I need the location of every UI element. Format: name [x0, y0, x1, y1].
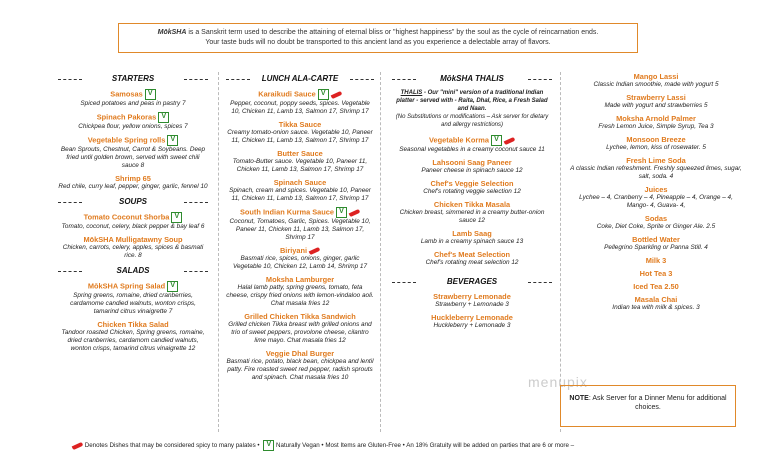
menu-item-description: Grilled chicken Tikka breast with grilled onions and trio of sweet peppers, provolone cheese, cilantro lime mayo. Chat masala fries 12	[228, 321, 372, 344]
menu-item-description: Chicken breast, simmered in a creamy butter-onion sauce 12	[399, 209, 545, 224]
section-title-salads: SALADS	[58, 266, 208, 275]
menu-item-name: MōkSHA Mulligatawny Soup	[83, 235, 183, 244]
menu-item-description: Coconut, Tomatoes, Garlic, Spices. Vegetable 10, Paneer 11, Chicken 11, Lamb 13, Salmon 17, Shrimp 17	[229, 218, 371, 241]
column-drinks	[568, 72, 744, 316]
chili-icon	[309, 247, 321, 255]
menu-item-description: Spiced potatoes and peas in pastry 7	[80, 100, 186, 107]
chili-icon	[504, 136, 516, 144]
menu-item-description: Red chile, curry leaf, pepper, ginger, garlic, fennel 10	[58, 183, 208, 190]
menu-item-description: Lamb in a creamy spinach sauce 13	[420, 238, 524, 245]
menu-item	[568, 72, 744, 89]
menu-item	[58, 320, 208, 353]
menu-item-description: Lychee, lemon, kiss of rosewater. 5	[606, 144, 706, 151]
section-title-starters: STARTERS	[58, 74, 208, 83]
menu-item	[226, 312, 374, 345]
menu-item	[568, 235, 744, 252]
menu-item-name: Samosas V	[58, 89, 208, 100]
footer-rest: Naturally Vegan • Most Items are Gluten-Free • An 18% Gratuity will be added on parties that are 6 or more –	[276, 442, 575, 450]
menu-item	[392, 158, 552, 175]
menu-item-name: South Indian Kurma Sauce V	[226, 207, 374, 218]
menu-item-name: Fresh Lime Soda	[626, 156, 686, 165]
menu-item	[568, 156, 744, 181]
menu-item-description: Bean Sprouts, Chestnut, Carrot & Soybeans. Deep fried until golden brown, served with sweet chili sauce 8	[60, 146, 206, 169]
section-title-beverages: BEVERAGES	[392, 277, 552, 286]
menu-item	[58, 112, 208, 131]
menu-item-description: Pellegrino Sparkling or Panna Still. 4	[604, 244, 708, 251]
menu-item-name: Karaikudi Sauce V	[226, 89, 374, 100]
menu-item	[392, 292, 552, 309]
menu-item	[58, 235, 208, 260]
menu-item-description: Strawberry + Lemonade 3	[435, 301, 509, 308]
menu-item-name: Lamb Saag	[452, 229, 492, 238]
menu-item	[392, 250, 552, 267]
vegan-icon: V	[167, 281, 178, 292]
menu-item	[58, 281, 208, 316]
vegan-icon: V	[145, 89, 156, 100]
menu-item-name: Chicken Tikka Masala	[433, 200, 511, 209]
menu-item	[568, 114, 744, 131]
menu-item-description: Fresh Lemon Juice, Simple Syrup, Tea 3	[598, 123, 714, 130]
menu-item	[568, 256, 744, 265]
menu-item	[226, 178, 374, 203]
chili-icon	[349, 208, 361, 216]
menu-item	[392, 229, 552, 246]
menu-item-name: Sodas	[644, 214, 668, 223]
menu-item	[226, 89, 374, 116]
menu-item-name: Moksha Arnold Palmer	[616, 114, 696, 123]
menu-item-name: Tikka Sauce	[278, 120, 322, 129]
chili-icon	[72, 441, 84, 449]
menu-item-name: Shrimp 65	[115, 174, 151, 183]
column-starters	[58, 68, 208, 357]
section-title-thalis: MōkSHA THALIS	[392, 74, 552, 83]
menu-item-name: Biriyani	[226, 246, 374, 255]
menu-item	[568, 185, 744, 210]
thalis-description: THALIS - Our "mini" version of a traditional Indian platter - served with - Raita, Dhal, Rice, a Fresh Salad and Naan. (No Substitutions or modifications – Ask server for dietary and allergy restrictions)	[395, 90, 549, 128]
menu-item-name: Bottled Water	[632, 235, 680, 244]
menu-item	[392, 179, 552, 196]
menu-item-name: Juices	[644, 185, 668, 194]
menu-item-description: Classic Indian smoothie, made with yogurt 5	[593, 81, 719, 88]
menu-item-name: Moksha Lamburger	[265, 275, 335, 284]
menu-item-name: Masala Chai	[634, 295, 678, 304]
column-lunch	[226, 68, 374, 386]
menu-item-name: Grilled Chicken Tikka Sandwich	[244, 312, 356, 321]
menu-item	[226, 149, 374, 174]
watermark: menupix	[528, 374, 588, 390]
menu-item	[392, 313, 552, 330]
chili-icon	[330, 90, 342, 98]
menu-item-description: Basmati rice, spices, onions, ginger, garlic Vegetable 10, Chicken 12, Lamb 14, Shrimp 17	[232, 255, 368, 270]
menu-item-description: Huckleberry + Lemonade 3	[433, 322, 511, 329]
menu-item-description: Basmati rice, potato, black bean, chickpea and lentil patty. Fire roasted sweet red pepper, radish sprouts and spinach. Chat masala fries 10	[226, 358, 374, 381]
menu-item-name: Chef's Meat Selection	[433, 250, 511, 259]
menu-item-name: Strawberry Lassi	[626, 93, 686, 102]
menu-item-name: Spinach Pakoras V	[58, 112, 208, 123]
intro-line-2: Your taste buds will no doubt be transported to this ancient land as you experience a delectable array of flavors.	[205, 38, 551, 46]
section-title-lunch: LUNCH ALA-CARTE	[226, 74, 374, 83]
menu-item	[58, 135, 208, 170]
divider	[218, 72, 219, 432]
menu-item-name: Huckleberry Lemonade	[431, 313, 513, 322]
menu-item	[568, 282, 744, 291]
menu-item-name: Lahsooni Saag Paneer	[432, 158, 512, 167]
menu-item	[226, 275, 374, 308]
menu-item-description: Seasonal vegetables in a creamy coconut sauce 11	[399, 146, 545, 153]
vegan-icon: V	[171, 212, 182, 223]
menu-item	[58, 89, 208, 108]
menu-item-name: Vegetable Korma V	[392, 135, 552, 146]
menu-item-name: Butter Sauce	[277, 149, 323, 158]
menu-item-description: Lychee – 4, Cranberry – 4, Pineapple – 4, Orange – 4, Mango- 4, Guava- 4,	[579, 194, 733, 209]
menu-item-description: Made with yogurt and strawberries 5	[604, 102, 708, 109]
menu-item-name: Chicken Tikka Salad	[97, 320, 169, 329]
vegan-icon: V	[158, 112, 169, 123]
menu-item	[226, 120, 374, 145]
menu-item	[392, 200, 552, 225]
menu-item-name: Strawberry Lemonade	[433, 292, 511, 301]
section-title-soups: SOUPS	[58, 197, 208, 206]
menu-item-description: Spinach, cream and spices. Vegetable 10, Paneer 11, Chicken 11, Lamb 13, Salmon 17, Shrimp 17	[229, 187, 371, 202]
column-thalis	[392, 68, 552, 334]
menu-item-name: Spinach Sauce	[273, 178, 327, 187]
menu-item-name: Monsoon Breeze	[626, 135, 686, 144]
menu-item	[568, 93, 744, 110]
dinner-menu-note: NOTE: Ask Server for a Dinner Menu for additional choices.	[560, 385, 736, 427]
menu-item	[58, 212, 208, 231]
menu-item-description: Spring greens, romaine, dried cranberries, cardamome candied walnuts, wonton crisps, tamarind citrus vinaigrette 7	[70, 292, 196, 315]
menu-item-description: Chicken, carrots, celery, apples, spices & basmati rice. 8	[62, 244, 204, 259]
menu-item	[568, 135, 744, 152]
menu-item-description: Chickpea flour, yellow onions, spices 7	[78, 123, 188, 130]
menu-item-description: Tandoor roasted Chicken, Spring greens, romaine, dried cranberries, cardamom candied walnuts, wonton crisps, tamarind citrus vinaigrette 12	[61, 329, 205, 352]
menu-item	[392, 135, 552, 154]
menu-item-description: Paneer cheese in spinach sauce 12	[421, 167, 523, 174]
menu-item	[568, 269, 744, 278]
menu-item-description: Chef's rotating veggie selection 12	[423, 188, 521, 195]
menu-item-name: Chef's Veggie Selection	[430, 179, 514, 188]
menu-item-description: A classic Indian refreshment. Freshly squeezed limes, sugar, salt, soda. 4	[570, 165, 742, 180]
menu-item	[226, 349, 374, 382]
vegan-icon: V	[336, 207, 347, 218]
menu-item-name: Vegetable Spring rolls V	[58, 135, 208, 146]
menu-item-name: Hot Tea 3	[639, 269, 673, 278]
footer-legend	[70, 440, 730, 451]
vegan-icon: V	[167, 135, 178, 146]
vegan-icon: V	[263, 440, 274, 451]
menu-item-name: Veggie Dhal Burger	[265, 349, 335, 358]
menu-item	[568, 295, 744, 312]
menu-item-name: Tomato Coconut Shorba V	[58, 212, 208, 223]
menu-item	[58, 174, 208, 191]
menu-item-description: Pepper, coconut, poppy seeds, spices. Vegetable 10, Chicken 11, Lamb 13, Salmon 17, Shrimp 17	[230, 100, 370, 115]
menu-item-description: Coke, Diet Coke, Sprite or Ginger Ale. 2.5	[596, 223, 716, 230]
vegan-icon: V	[491, 135, 502, 146]
brand-name: MōkSHA	[157, 29, 187, 36]
divider	[380, 72, 381, 432]
vegan-icon: V	[318, 89, 329, 100]
menu-item-name: Iced Tea 2.50	[633, 282, 679, 291]
menu-item-description: Tomato-Butter sauce. Vegetable 10, Paneer 11, Chicken 11, Lamb 13, Salmon 17, Shrimp 17	[232, 158, 368, 173]
menu-item-description: Creamy tomato-onion sauce. Vegetable 10, Paneer 11, Chicken 11, Lamb 13, Salmon 17, Shrimp 17	[227, 129, 373, 144]
menu-item	[226, 246, 374, 271]
menu-item-description: Chef's rotating meat selection 12	[425, 259, 519, 266]
menu-item-description: Tomato, coconut, celery, black pepper & bay leaf 6	[61, 223, 205, 230]
footer-spicy: Denotes Dishes that may be considered spicy to many palates •	[84, 442, 260, 450]
intro-line-1: is a Sanskrit term used to describe the attaining of eternal bliss or "highest happiness" by the soul as the cycle of reincarnation ends.	[186, 29, 599, 36]
menu-item-description: Indian tea with milk & spices. 3	[612, 304, 700, 311]
menu-item-name: Mango Lassi	[633, 72, 679, 81]
intro-box	[118, 23, 638, 53]
menu-item	[568, 214, 744, 231]
menu-item-name: MōkSHA Spring Salad V	[58, 281, 208, 292]
menu-item-description: Halal lamb patty, spring greens, tomato, feta cheese, crispy fried onions with lemon-vindaloo aoli. Chat masala fries 12	[226, 284, 374, 307]
menu-item-name: Milk 3	[645, 256, 667, 265]
menu-item	[226, 207, 374, 242]
